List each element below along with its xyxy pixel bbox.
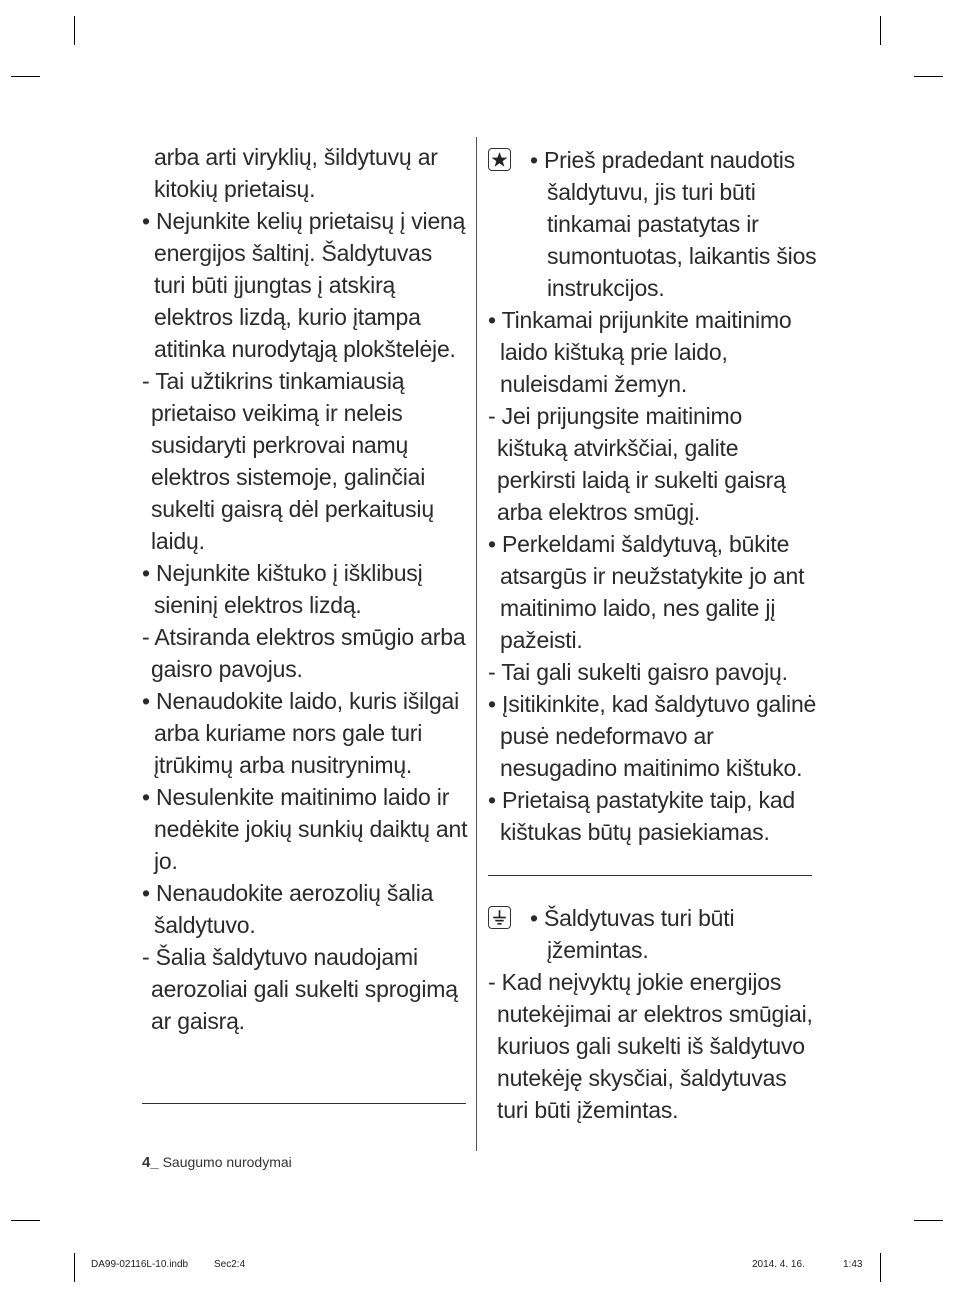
crop-mark	[914, 76, 943, 77]
list-item: - Atsiranda elektros smūgio arba gaisro pavojus.	[142, 624, 466, 682]
right-column	[488, 144, 818, 1126]
section-name: Saugumo nurodymai	[162, 1154, 292, 1170]
list-item: - Šalia šaldytuvo naudojami aerozoliai gali sukelti sprogimą ar gaisrą.	[142, 944, 458, 1034]
crop-mark	[74, 16, 75, 45]
left-column	[142, 141, 468, 1037]
crop-mark	[11, 76, 40, 77]
list-item: • Įsitikinkite, kad šaldytuvo galinė pusė nedeformavo ar nesugadino maitinimo kištuko.	[488, 691, 817, 781]
crop-mark	[11, 1220, 40, 1221]
star-icon	[488, 148, 511, 171]
slug-file: DA99-02116L-10.indb	[91, 1259, 189, 1270]
list-item: - Kad neįvyktų jokie energijos nutekėjimai ar elektros smūgiai, kuriuos gali sukelti iš šaldytuvo nutekėję skysčiai, šaldytuvas turi būti įžemintas.	[488, 969, 813, 1123]
crop-mark	[74, 1253, 75, 1282]
page-number: 4_	[142, 1154, 159, 1171]
slug-date: 2014. 4. 16.	[752, 1259, 805, 1270]
list-item: • Nesulenkite maitinimo laido ir nedėkite jokių sunkių daiktų ant jo.	[142, 784, 468, 874]
column-divider	[476, 137, 477, 1151]
list-item: • Nejunkite kištuko į išklibusį sieninį elektros lizdą.	[142, 560, 423, 618]
list-item: - Tai gali sukelti gaisro pavojų.	[488, 659, 788, 685]
list-item: • Prietaisą pastatykite taip, kad kištukas būtų pasiekiamas.	[488, 787, 795, 845]
crop-mark	[880, 1253, 881, 1282]
list-item: • Nenaudokite aerozolių šalia šaldytuvo.	[142, 880, 434, 938]
list-item: • Nenaudokite laido, kuris išilgai arba kuriame nors gale turi įtrūkimų arba nusitrynimų.	[142, 688, 460, 778]
grounding-lead: • Šaldytuvas turi būti įžemintas.	[530, 905, 735, 963]
page-footer	[142, 1154, 292, 1171]
crop-mark	[880, 16, 881, 45]
list-item: • Tinkamai prijunkite maitinimo laido kištuką prie laido, nuleisdami žemyn.	[488, 307, 792, 397]
warning-lead: • Prieš pradedant naudotis šaldytuvu, jis turi būti tinkamai pastatytas ir sumontuotas, laikantis šios instrukcijos.	[530, 147, 817, 301]
list-item: - Tai užtikrins tinkamiausią prietaiso veikimą ir neleis susidaryti perkrovai namų elektros sistemoje, galinčiai sukelti gaisrą dėl perkaitusių laidų.	[142, 368, 434, 554]
slug-time: 1:43	[843, 1259, 863, 1270]
slug-sec: Sec2:4	[214, 1259, 246, 1270]
crop-mark	[914, 1220, 943, 1221]
list-item: • Nejunkite kelių prietaisų į vieną energijos šaltinį. Šaldytuvas turi būti įjungtas į atskirą elektros lizdą, kurio įtampa atitinka nurodytąją plokštelėje.	[142, 208, 466, 362]
warning-block	[488, 144, 818, 304]
section-divider	[142, 1103, 466, 1104]
list-item: - Jei prijungsite maitinimo kištuką atvirkščiai, galite perkirsti laidą ir sukelti gaisrą arba elektros smūgį.	[488, 403, 786, 525]
ground-icon	[488, 906, 511, 929]
intro-text: arba arti viryklių, šildytuvų ar kitokių prietaisų.	[154, 144, 438, 202]
grounding-block	[488, 902, 818, 966]
list-item: • Perkeldami šaldytuvą, būkite atsargūs ir neužstatykite jo ant maitinimo laido, nes galite jį pažeisti.	[488, 531, 805, 653]
section-divider	[488, 875, 812, 876]
